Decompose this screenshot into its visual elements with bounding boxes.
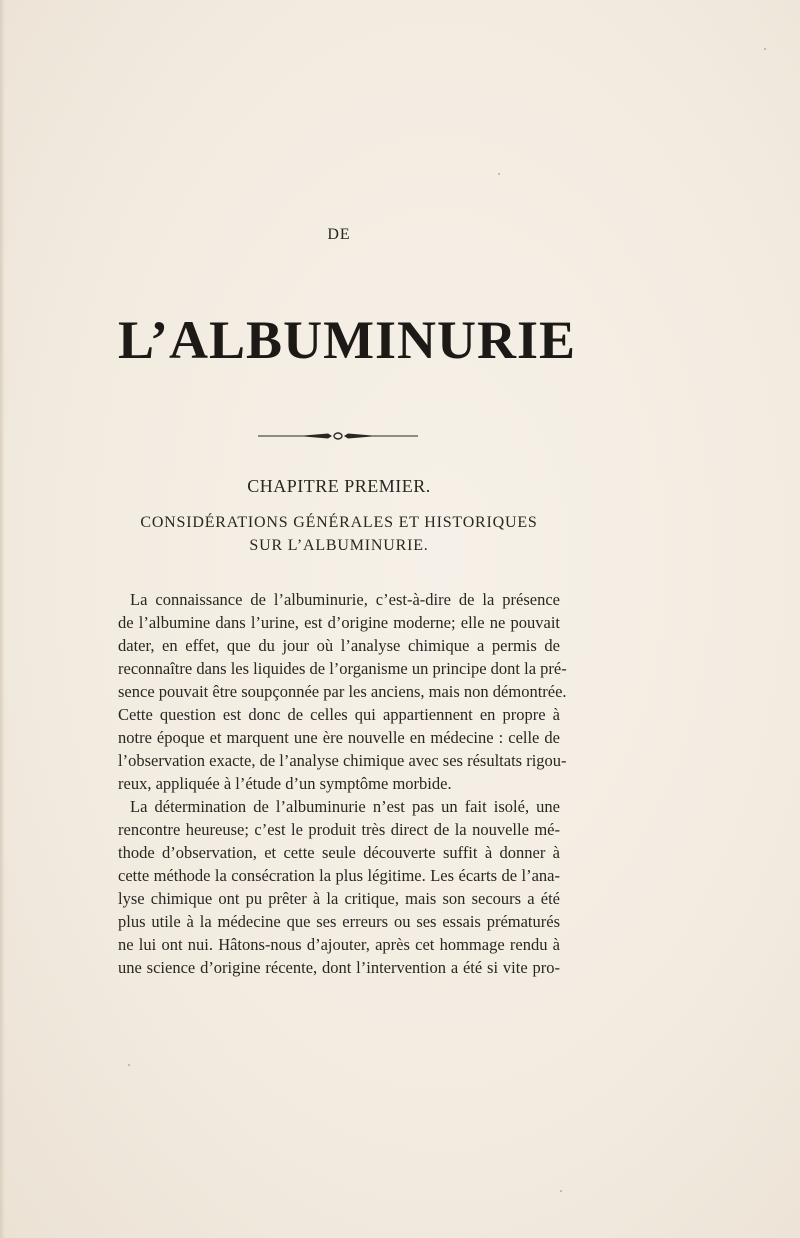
body-line: La détermination de l’albuminurie n’est pas un fait isolé, une [130, 797, 560, 816]
subtitle-line: CONSIDÉRATIONS GÉNÉRALES ET HISTORIQUES [140, 514, 538, 531]
body-line: une science d’origine récente, dont l’intervention a été si vite pro- [118, 958, 560, 977]
body-line: La connaissance de l’albuminurie, c’est-à-dire de la présence [130, 590, 560, 609]
body-line: rencontre heureuse; c’est le produit très direct de la nouvelle mé- [118, 820, 560, 839]
body-line: lyse chimique ont pu prêter à la critique, mais son secours a été [118, 889, 560, 908]
body-line: ne lui ont nui. Hâtons-nous d’ajouter, après cet hommage rendu à [118, 935, 560, 954]
body-line: notre époque et marquent une ère nouvelle en médecine : celle de [118, 728, 560, 747]
body-line: reconnaître dans les liquides de l’organisme un principe dont la pré- [118, 659, 567, 678]
body-line: l’observation exacte, de l’analyse chimique avec ses résultats rigou- [118, 751, 567, 770]
chapter-heading: CHAPITRE PREMIER. [247, 476, 431, 496]
page-left-edge [0, 0, 5, 1238]
chapter-subtitle [118, 512, 560, 558]
body-line: Cette question est donc de celles qui appartiennent en propre à [118, 705, 560, 724]
ornament-divider-icon [258, 428, 418, 444]
page-title: L’ALBUMINURIE [118, 310, 577, 370]
subtitle-line: SUR L’ALBUMINURIE. [249, 537, 429, 554]
paper-speck [128, 1064, 130, 1066]
paper-speck [498, 173, 500, 175]
paper-speck [560, 1190, 562, 1192]
body-line: cette méthode la consécration la plus légitime. Les écarts de l’ana- [118, 866, 560, 885]
paper-speck [764, 48, 766, 50]
body-text [118, 588, 567, 979]
pre-title: DE [327, 226, 351, 243]
body-line: reux, appliquée à l’étude d’un symptôme morbide. [118, 774, 452, 793]
body-line: de l’albumine dans l’urine, est d’origine moderne; elle ne pouvait [118, 613, 560, 632]
body-line: thode d’observation, et cette seule découverte suffit à donner à [118, 843, 560, 862]
body-line: plus utile à la médecine que ses erreurs ou ses essais prématurés [118, 912, 560, 931]
body-line: sence pouvait être soupçonnée par les anciens, mais non démontrée. [118, 682, 567, 701]
body-line: dater, en effet, que du jour où l’analyse chimique a permis de [118, 636, 560, 655]
